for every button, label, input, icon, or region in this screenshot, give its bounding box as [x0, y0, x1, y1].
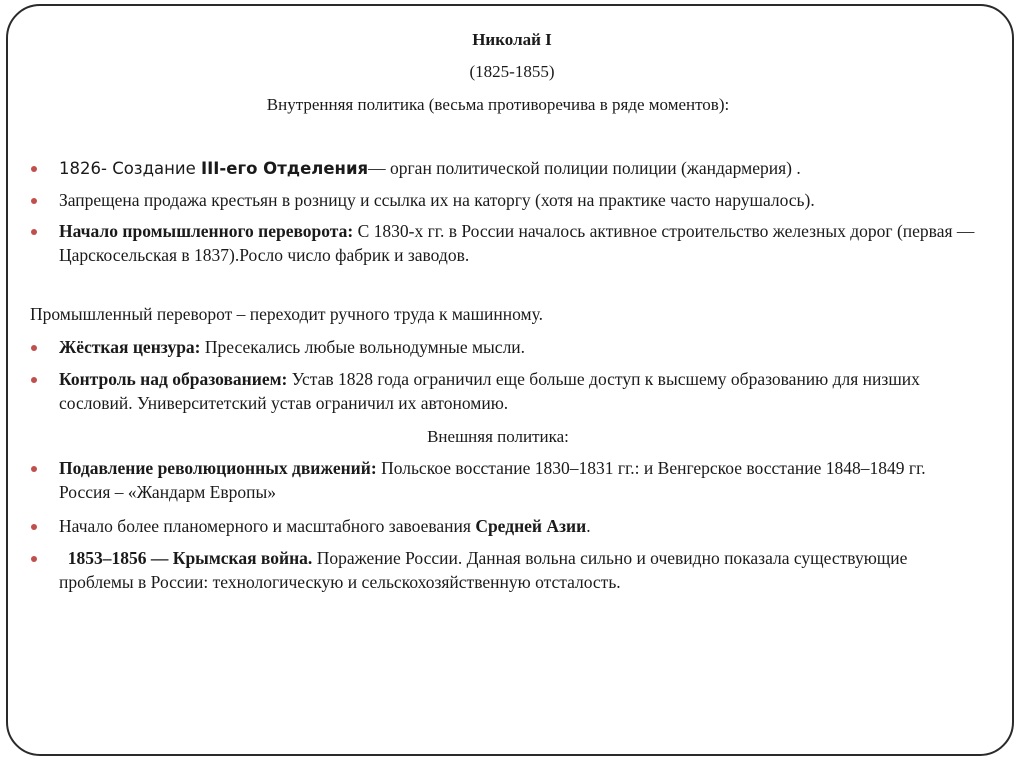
- item-bold-text: Начало промышленного переворота:: [59, 221, 354, 241]
- bullet-icon: [31, 166, 37, 172]
- slide-title: Николай I: [472, 30, 552, 49]
- item-bold-text: Подавление революционных движений:: [59, 458, 377, 478]
- industrial-revolution-note: Промышленный переворот – переходит ручного труда к машинному.: [30, 304, 544, 324]
- item-bold-text: III-его Отделения: [201, 159, 369, 178]
- bullet-icon: [31, 377, 37, 383]
- foreign-policy-list: [30, 456, 980, 594]
- domestic-policy-heading: Внутренняя политика (весьма противоречива в ряде моментов):: [266, 95, 730, 114]
- foreign-policy-heading: Внешняя политика:: [427, 427, 569, 446]
- item-text: Польское восстание 1830–1831 гг.: и Венгерское восстание 1848–1849 гг. Россия – «Жандарм Европы»: [59, 458, 926, 502]
- list-item: [30, 546, 980, 594]
- list-item: [30, 335, 980, 359]
- item-text: Начало более планомерного и масштабного завоевания: [59, 516, 476, 536]
- item-text: Запрещена продажа крестьян в розницу и ссылка их на каторгу (хотя на практике часто нарушалось).: [59, 190, 815, 210]
- list-item: [30, 156, 980, 181]
- domestic-policy-list: [30, 156, 980, 267]
- item-text: [59, 548, 68, 568]
- reign-years: (1825-1855): [469, 62, 555, 81]
- bullet-icon: [31, 556, 37, 562]
- domestic-policy-list-2: [30, 335, 980, 415]
- list-item: [30, 219, 980, 267]
- bullet-icon: [31, 198, 37, 204]
- item-text: С 1830-х гг. в России началось активное строительство железных дорог (первая — Царскосельская в 1837).Росло число фабрик и заводов.: [59, 221, 975, 265]
- item-text: Пресекались любые вольнодумные мысли.: [200, 337, 526, 357]
- item-text: Устав 1828 года ограничил еще больше доступ к высшему образованию для низших сословий. Университетский устав ограничил их автономию.: [59, 369, 920, 413]
- item-bold-text: Средней Азии: [475, 516, 587, 536]
- item-text: 1826- Создание: [59, 159, 202, 178]
- bullet-icon: [31, 524, 37, 530]
- bullet-icon: [31, 466, 37, 472]
- list-item: [30, 188, 980, 212]
- item-text: Поражение России. Данная вольна сильно и очевидно показала существующие проблемы в России: технологическую и сельскохозяйственную отсталость.: [59, 548, 908, 592]
- item-text: — орган политической полиции полиции (жандармерия) .: [368, 158, 801, 178]
- item-bold-text: Контроль над образованием:: [59, 369, 288, 389]
- list-item: [30, 367, 980, 415]
- bullet-icon: [31, 229, 37, 235]
- list-item: [30, 456, 980, 504]
- bullet-icon: [31, 345, 37, 351]
- item-bold-text: 1853–1856 — Крымская война.: [67, 548, 313, 568]
- item-bold-text: Жёсткая цензура:: [59, 337, 201, 357]
- item-text: .: [586, 516, 591, 536]
- list-item: [30, 514, 980, 538]
